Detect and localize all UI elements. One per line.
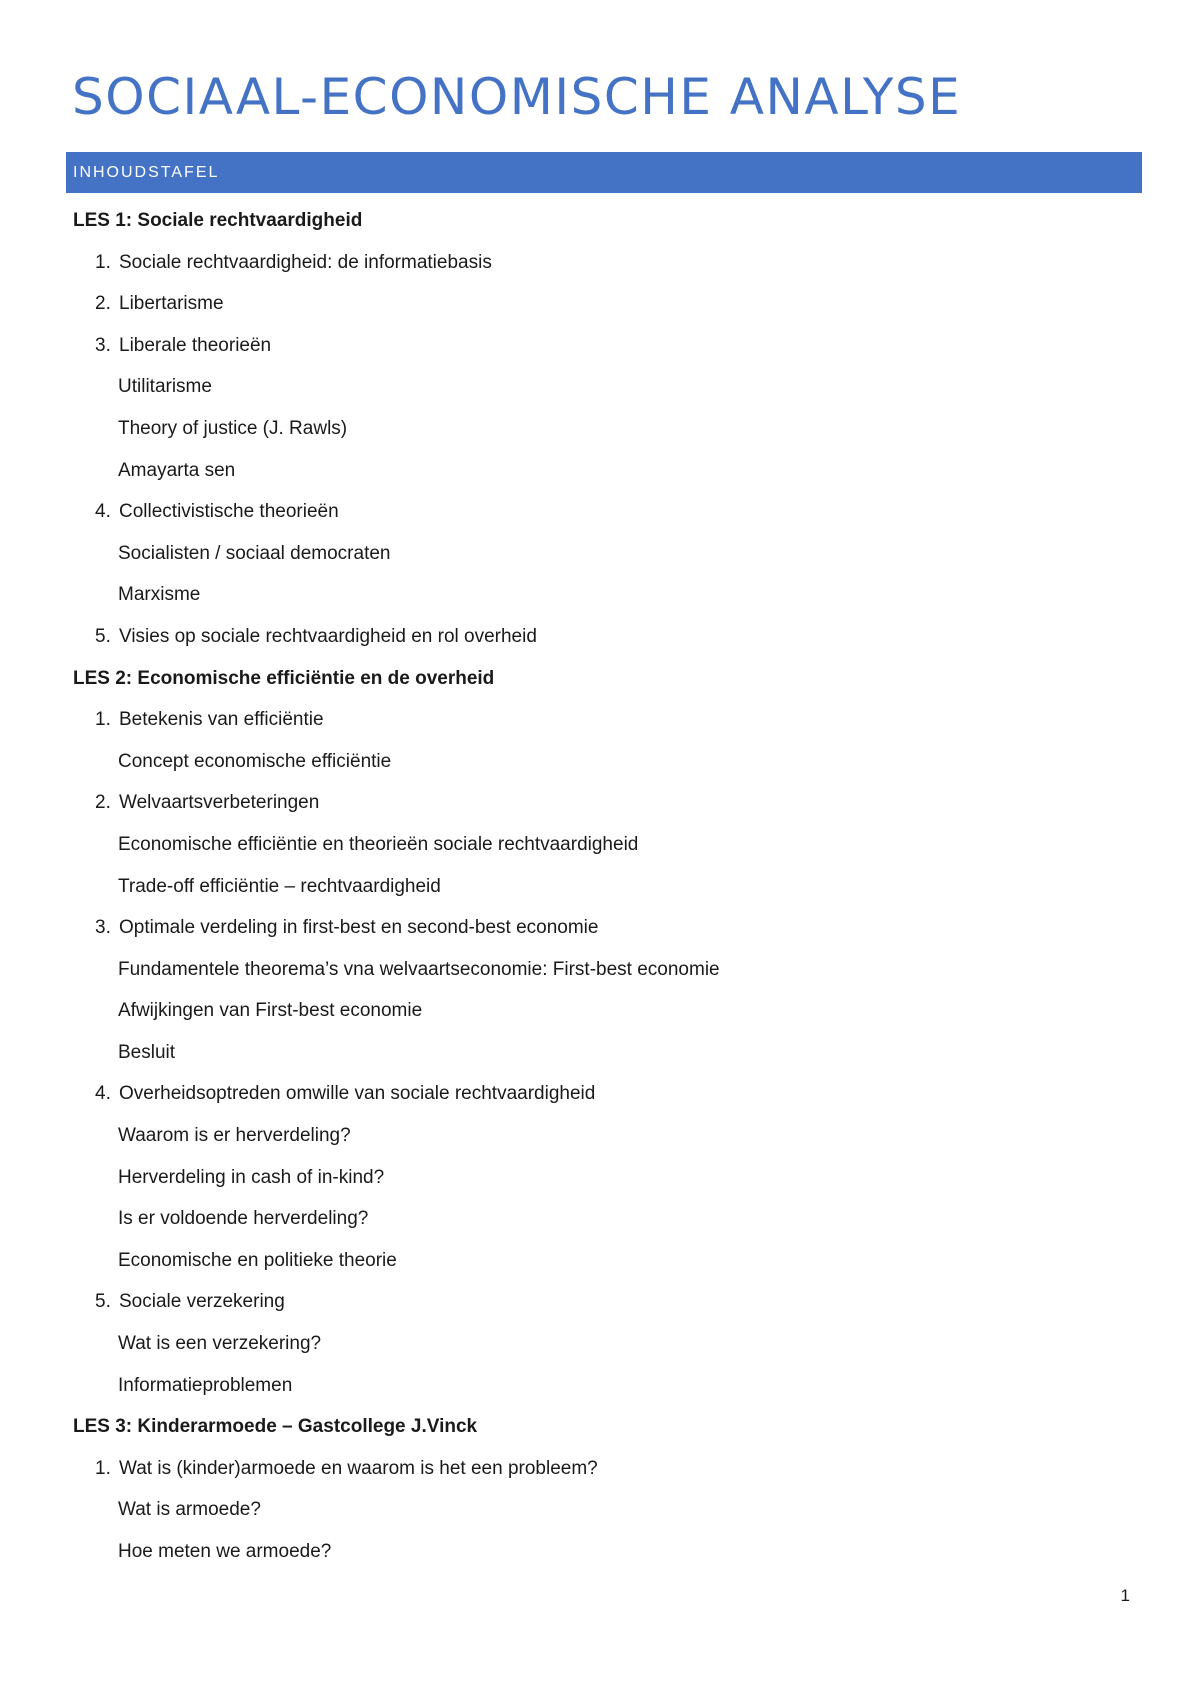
toc-subsection-label: Besluit — [118, 1041, 176, 1063]
toc-section-label: Visies op sociale rechtvaardigheid en rol overheid — [119, 625, 537, 647]
toc-section-number: 3. — [95, 334, 111, 356]
toc-subsection-label: Herverdeling in cash of in-kind? — [118, 1166, 385, 1188]
document-title: SOCIAAL-ECONOMISCHE ANALYSE — [72, 68, 962, 126]
toc-heading: INHOUDSTAFEL — [73, 164, 220, 181]
toc-subsection[interactable] — [0, 741, 1200, 783]
toc-section-label: Wat is (kinder)armoede en waarom is het een probleem? — [119, 1457, 598, 1479]
table-of-contents — [0, 200, 1200, 1573]
toc-subsection-label: Wat is een verzekering? — [118, 1333, 322, 1355]
toc-subsection[interactable] — [0, 1365, 1200, 1407]
toc-subsection[interactable] — [0, 1323, 1200, 1365]
toc-subsection-label: Theory of justice (J. Rawls) — [118, 417, 348, 439]
toc-section-number: 1. — [95, 1457, 111, 1479]
toc-section-label: Optimale verdeling in first-best en second-best economie — [119, 917, 599, 939]
toc-section-number: 1. — [95, 709, 111, 731]
toc-subsection[interactable] — [0, 1240, 1200, 1282]
toc-subsection[interactable] — [0, 408, 1200, 450]
toc-section-number: 3. — [95, 917, 111, 939]
toc-section[interactable] — [0, 616, 1200, 658]
toc-subsection-label: Concept economische efficiëntie — [118, 750, 392, 772]
toc-subsection[interactable] — [0, 450, 1200, 492]
toc-subsection-label: Marxisme — [118, 584, 201, 606]
toc-section-label: Overheidsoptreden omwille van sociale rechtvaardigheid — [119, 1083, 596, 1105]
toc-section[interactable] — [0, 782, 1200, 824]
toc-subsection[interactable] — [0, 866, 1200, 908]
toc-section[interactable] — [0, 242, 1200, 284]
toc-subsection[interactable] — [0, 1531, 1200, 1573]
toc-chapter-label: LES 1: Sociale rechtvaardigheid — [73, 210, 363, 231]
toc-chapter[interactable] — [0, 1406, 1200, 1448]
toc-subsection[interactable] — [0, 949, 1200, 991]
toc-section-label: Liberale theorieën — [119, 334, 272, 356]
toc-subsection-label: Afwijkingen van First-best economie — [118, 1000, 423, 1022]
toc-section-number: 4. — [95, 501, 111, 523]
toc-section[interactable] — [0, 1281, 1200, 1323]
toc-subsection-label: Fundamentele theorema’s vna welvaartseconomie: First-best economie — [118, 958, 720, 980]
toc-section[interactable] — [0, 491, 1200, 533]
toc-subsection[interactable] — [0, 1115, 1200, 1157]
toc-subsection[interactable] — [0, 574, 1200, 616]
toc-section-number: 4. — [95, 1083, 111, 1105]
toc-section[interactable] — [0, 907, 1200, 949]
toc-section-label: Collectivistische theorieën — [119, 501, 339, 523]
toc-heading-banner — [66, 152, 1142, 193]
toc-subsection-label: Trade-off efficiëntie – rechtvaardigheid — [118, 875, 441, 897]
toc-section-number: 1. — [95, 251, 111, 273]
toc-section[interactable] — [0, 283, 1200, 325]
toc-section[interactable] — [0, 325, 1200, 367]
page-number: 1 — [1120, 1586, 1130, 1605]
toc-section-label: Libertarisme — [119, 293, 224, 315]
toc-section[interactable] — [0, 1073, 1200, 1115]
toc-subsection-label: Socialisten / sociaal democraten — [118, 542, 391, 564]
toc-section-label: Sociale rechtvaardigheid: de informatiebasis — [119, 251, 492, 273]
toc-subsection-label: Waarom is er herverdeling? — [118, 1125, 351, 1147]
toc-subsection[interactable] — [0, 1157, 1200, 1199]
toc-subsection-label: Wat is armoede? — [118, 1499, 261, 1521]
toc-section-label: Sociale verzekering — [119, 1291, 285, 1313]
toc-subsection[interactable] — [0, 366, 1200, 408]
toc-section-number: 5. — [95, 625, 111, 647]
toc-section-label: Welvaartsverbeteringen — [119, 792, 320, 814]
toc-subsection-label: Amayarta sen — [118, 459, 236, 481]
toc-subsection-label: Hoe meten we armoede? — [118, 1541, 332, 1562]
toc-subsection[interactable] — [0, 533, 1200, 575]
toc-chapter-label: LES 2: Economische efficiëntie en de overheid — [73, 667, 495, 689]
toc-section-number: 2. — [95, 293, 111, 315]
toc-subsection-label: Economische en politieke theorie — [118, 1249, 397, 1271]
toc-section[interactable] — [0, 1448, 1200, 1490]
toc-subsection[interactable] — [0, 990, 1200, 1032]
toc-chapter[interactable] — [0, 658, 1200, 700]
toc-subsection[interactable] — [0, 824, 1200, 866]
toc-subsection-label: Informatieproblemen — [118, 1374, 293, 1396]
toc-section-number: 2. — [95, 792, 111, 814]
toc-subsection[interactable] — [0, 1032, 1200, 1074]
toc-chapter-label: LES 3: Kinderarmoede – Gastcollege J.Vinck — [73, 1416, 478, 1438]
toc-subsection[interactable] — [0, 1489, 1200, 1531]
toc-section[interactable] — [0, 699, 1200, 741]
toc-subsection-label: Economische efficiëntie en theorieën sociale rechtvaardigheid — [118, 833, 639, 855]
toc-section-number: 5. — [95, 1291, 111, 1313]
toc-chapter[interactable] — [0, 200, 1200, 242]
toc-subsection[interactable] — [0, 1198, 1200, 1240]
toc-section-label: Betekenis van efficiëntie — [119, 709, 324, 731]
toc-subsection-label: Is er voldoende herverdeling? — [118, 1208, 369, 1230]
toc-subsection-label: Utilitarisme — [118, 376, 212, 398]
